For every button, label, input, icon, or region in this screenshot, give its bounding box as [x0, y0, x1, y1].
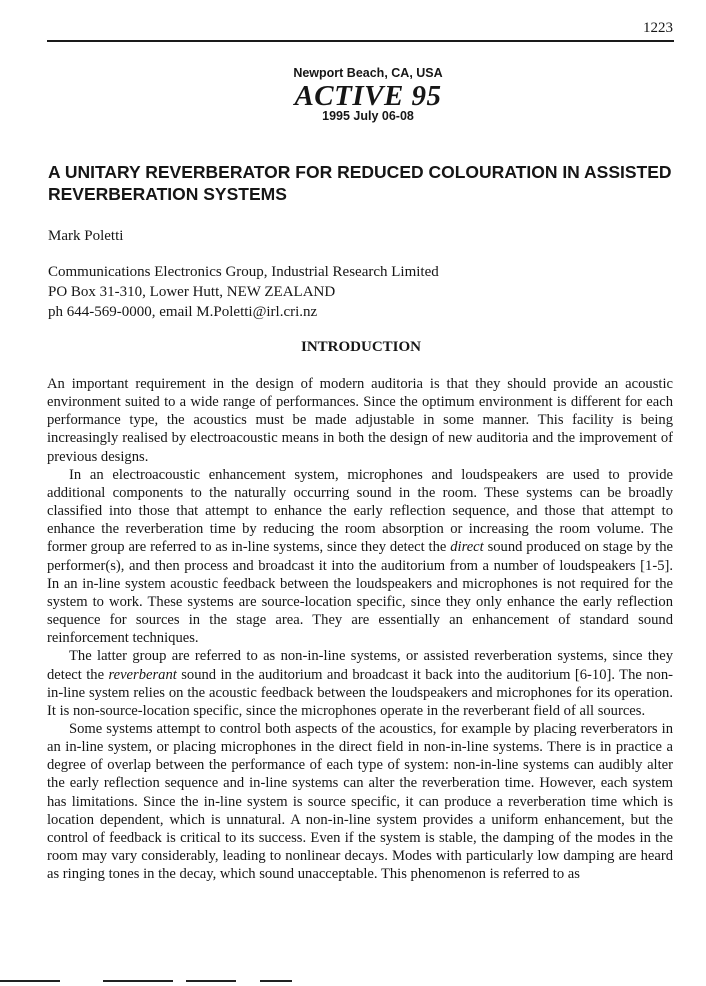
scan-mark: [103, 980, 173, 982]
paragraph-2-text-a: In an electroacoustic enhancement system, microphones and loudspeakers are used to provide additional components to the naturally occurring sound in the room. These systems can be broadly classified into those that attempt to enhance the early reflection sequence, and those that attempt to enhance the reverberation time by reducing the room absorption or increasing the room volume. The former group are referred to as in-line systems, since they detect the: [47, 466, 673, 556]
paragraph-1: An important requirement in the design of modern auditoria is that they should provide an acoustic environment suited to a wide range of performances. Since the optimum environment is different for each performance type, the acoustics must be made adjustable in some manner. This facility is being increasingly realised by electroacoustic means in both the design of new auditoria and the improvement of previous designs.: [47, 376, 673, 465]
introduction-body: [47, 375, 673, 883]
affiliation-contact: ph 644-569-0000, email M.Poletti@irl.cri.nz: [48, 304, 318, 320]
page-number: 1223: [643, 20, 673, 36]
affiliation-organization: Communications Electronics Group, Industrial Research Limited: [48, 264, 439, 280]
conference-date: 1995 July 06-08: [322, 109, 414, 123]
scan-mark: [260, 980, 292, 982]
emphasis-reverberant: reverberant: [108, 666, 177, 683]
paragraph-2: [47, 466, 673, 648]
scan-mark: [186, 980, 236, 982]
paragraph-3: [47, 647, 673, 720]
author-name: Mark Poletti: [48, 228, 124, 244]
emphasis-direct: direct: [450, 539, 484, 556]
section-heading-introduction: INTRODUCTION: [300, 339, 421, 355]
paragraph-3-text-a: The latter group are referred to as non-in-line systems, or assisted reverberation systems, since they detect the: [47, 648, 673, 683]
conference-location: Newport Beach, CA, USA: [293, 66, 443, 80]
affiliation-address: PO Box 31-310, Lower Hutt, NEW ZEALAND: [48, 284, 336, 300]
paper-title: A UNITARY REVERBERATOR FOR REDUCED COLOURATION IN ASSISTED REVERBERATION SYSTEMS: [48, 162, 672, 204]
header-rule: [47, 40, 674, 42]
paragraph-4: Some systems attempt to control both aspects of the acoustics, for example by placing reverberators in an in-line system, or placing microphones in the direct field in non-in-line systems. There is in practice a degree of overlap between the performance of each type of system: non-in-line systems can audibly alter the early reflection sequence and in-line systems can alter the reverberation time. However, each system has limitations. Since the in-line system is source specific, it can produce a reverberation time which is location dependent, which is unnatural. A non-in-line system provides a uniform enhancement, but the control of feedback is critical to its success. Even if the system is stable, the damping of the modes in the room may vary considerably, leading to nonlinear decays. Modes with particularly low damping are heard as ringing tones in the decay, which sound unacceptable. This phenomenon is referred to as: [47, 720, 673, 883]
scan-mark: [0, 980, 60, 982]
author-affiliation: [48, 262, 439, 322]
paragraph-2-text-b: sound produced on stage by the performer(s), and then process and broadcast it into the auditorium from a number of loudspeakers [1-5]. In an in-line system acoustic feedback between the loudspeakers and microphones is not required for the system to work. These systems are source-location specific, since they only enhance the early reflection sequence for sources in the stage area. They are essentially an enhancement of standard sound reinforcement techniques.: [47, 539, 674, 647]
conference-header: [0, 66, 706, 123]
conference-name: ACTIVE 95: [294, 80, 442, 112]
paragraph-3-text-b: sound in the auditorium and broadcast it back into the auditorium [6-10]. The non-in-line system relies on the acoustic feedback between the loudspeakers and microphones for its operation. It is non-source-location specific, since the microphones operate in the reverberant field of all sources.: [47, 666, 673, 719]
